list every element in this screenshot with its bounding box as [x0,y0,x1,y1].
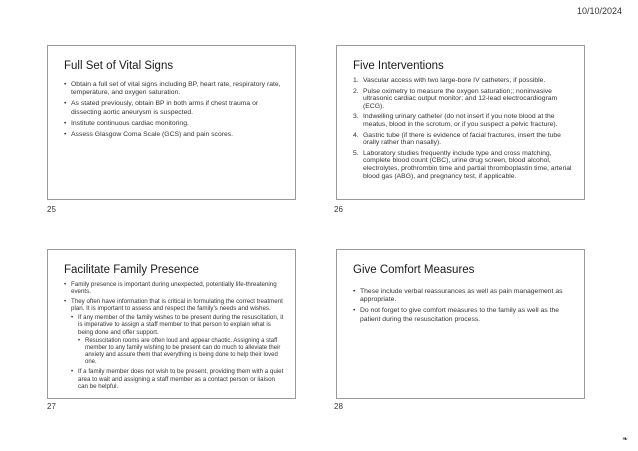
slide-title: Five Interventions [353,60,444,72]
page-number: 28 [334,402,343,411]
list-item: • Assess Glasgow Coma Scale (GCS) and pain scores. [64,131,285,139]
item-text: Vascular access with two large-bore IV catheters, if possible. [363,77,546,84]
item-text: Indwelling urinary catheter (do not insert if you note blood at the meatus, blood in the scrotum, or if you suspect a pelvic fracture). [363,113,558,128]
list-item: • These include verbal reassurances as well as pain management as appropriate. [353,288,574,304]
item-number: 4. [353,131,359,139]
list-item: • If any member of the family wishes to be present during the resuscitation, it is imperative to assign a staff member to that person to explain what is being done and offer support. [71,314,285,336]
corner-mark: ❧ [622,436,628,443]
item-number: 3. [353,113,359,121]
list-item [353,132,574,147]
list-item: • Obtain a full set of vital signs including BP, heart rate, respiratory rate, temperature, and oxygen saturation. [64,81,285,97]
item-number: 5. [353,149,359,157]
list-item [353,113,574,128]
list-item: • Do not forget to give comfort measures to the family as well as the patient during the resuscitation process. [353,307,574,323]
item-text: Pulse oximetry to measure the oxygen saturation;; noninvasive ultrasonic cardiac output monitor; and 12-lead electrocardiogram (ECG). [363,87,558,110]
slide-title: Give Comfort Measures [353,264,475,276]
page-number: 25 [47,205,56,214]
date-header: 10/10/2024 [576,6,622,16]
numbered-list [353,77,574,180]
bullet-list [353,288,574,324]
list-item: • Family presence is important during unexpected, potentially life-threatening events. [64,281,285,296]
slide-title: Full Set of Vital Signs [64,60,174,72]
page-number: 27 [47,402,56,411]
list-item [353,150,574,180]
slide-25 [47,45,296,200]
slide-26 [336,45,585,200]
item-number: 1. [353,77,359,84]
list-item: • They often have information that is critical in formulating the correct treatment plan. It is important to assess and respect the family’s needs and wishes. [64,298,285,313]
list-item: • As stated previously, obtain BP in both arms if chest trauma or dissecting aortic aneurysm is suspected. [64,100,285,116]
page-number: 26 [334,205,343,214]
slide-title: Facilitate Family Presence [64,264,199,276]
item-text: Gastric tube (if there is evidence of facial fractures, insert the tube orally rather than nasally). [363,131,561,147]
bullet-list [64,81,285,139]
list-item: • If a family member does not wish to be present, providing them with a quiet area to wait and assigning a staff member as a contact person or liaison can be helpful. [71,368,285,390]
item-number: 2. [353,87,359,95]
list-item [353,88,574,111]
slide-28 [336,249,585,399]
list-item: • Resuscitation rooms are often loud and appear chaotic. Assigning a staff member to any family wishing to be present can do much to alleviate their anxiety and assure them that everything is being done to help their loved one. [78,338,285,366]
list-item: • Institute continuous cardiac monitoring. [64,120,285,128]
bullet-list [64,281,285,390]
slide-27 [47,249,296,399]
list-item [353,77,574,85]
item-text: Laboratory studies frequently include type and cross matching, complete blood count (CBC), urine drug screen, blood alcohol, electrolytes, prothrombin time and partial thromboplastin time, arterial blood gas (ABG), and pregnancy test, if applicable. [363,149,572,180]
